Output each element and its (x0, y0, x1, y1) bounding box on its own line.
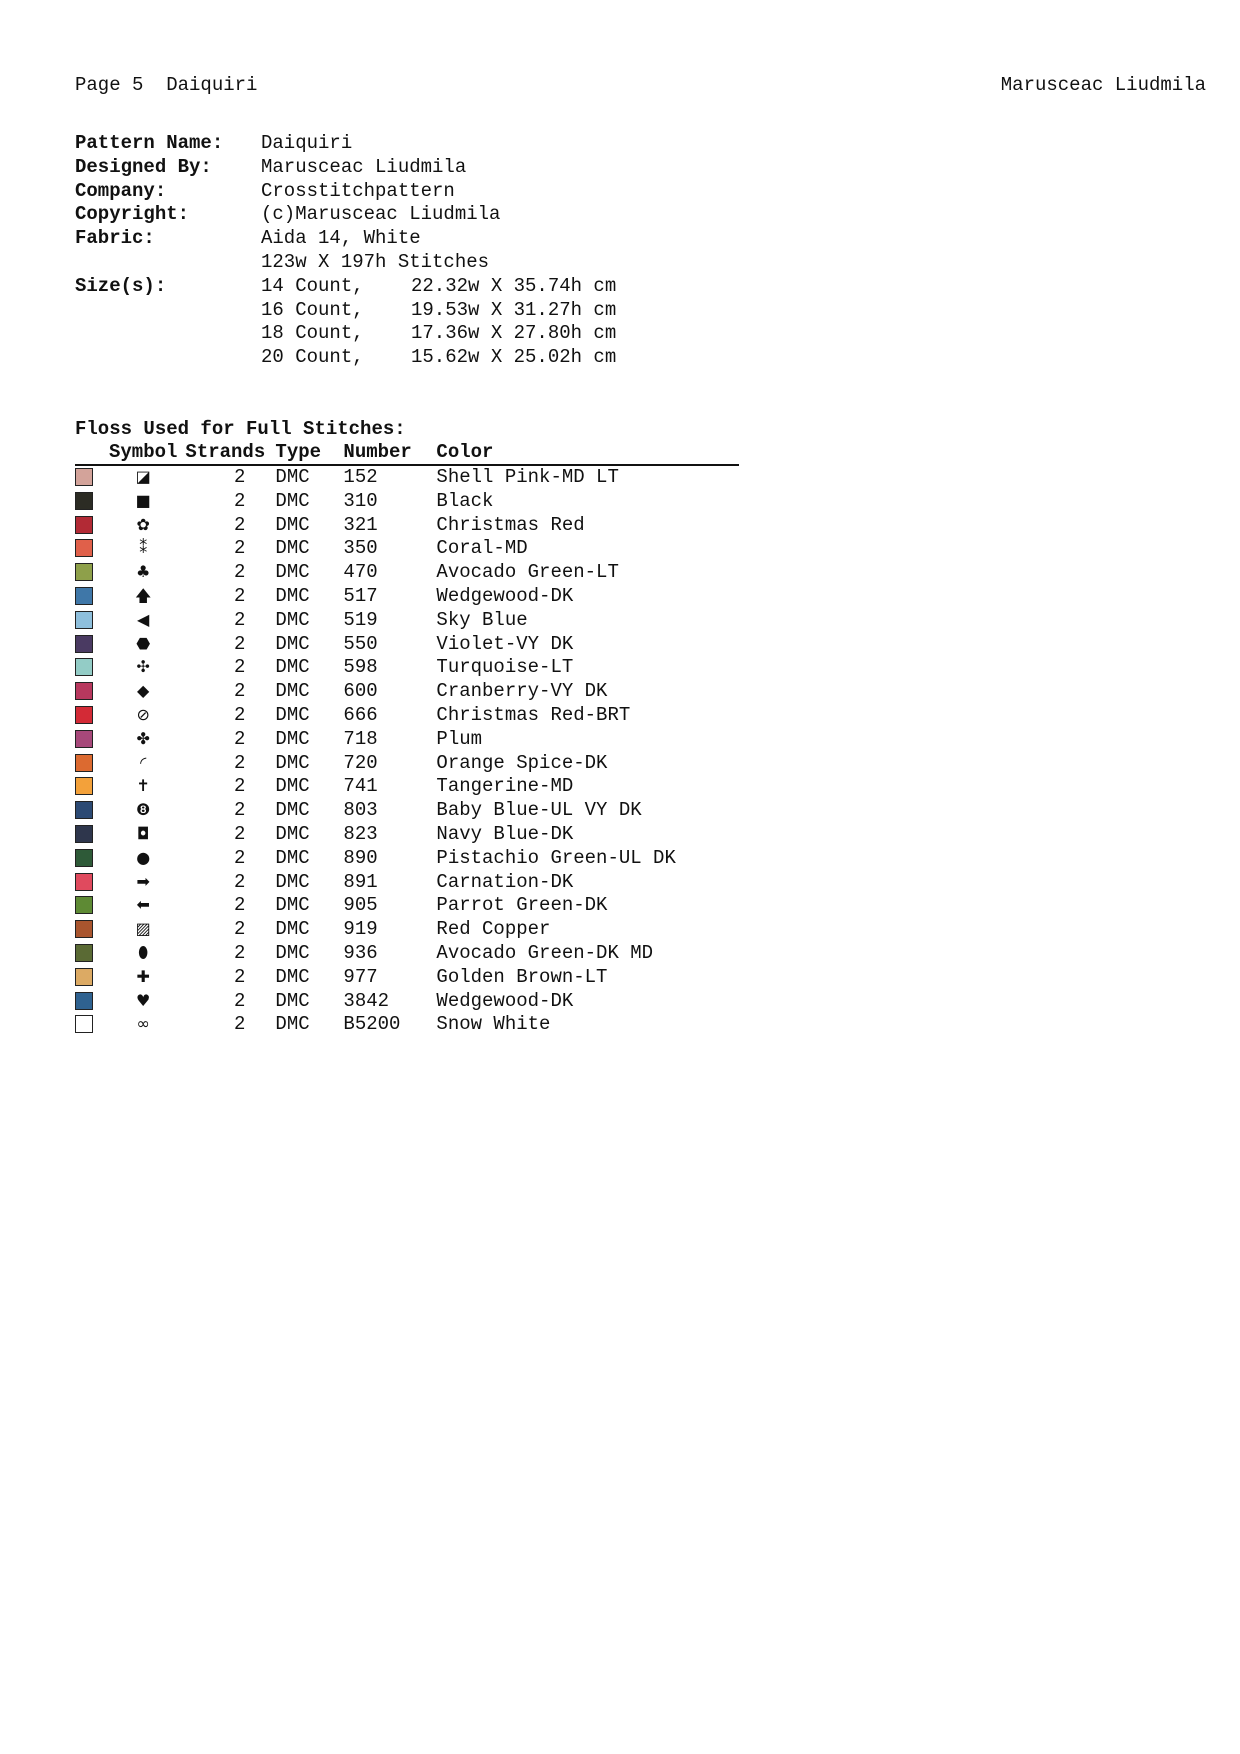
color-swatch (75, 777, 93, 795)
stitch-symbol-icon: ✝ (136, 776, 150, 796)
number-cell: 890 (343, 846, 378, 869)
size-count: 20 Count, (261, 346, 364, 369)
type-cell: DMC (275, 965, 310, 988)
number-cell: 919 (343, 918, 378, 941)
color-swatch (75, 968, 93, 986)
color-name-cell: Christmas Red (436, 513, 585, 536)
stitch-symbol-icon: ✿ (136, 514, 150, 534)
strands-cell: 2 (234, 656, 246, 679)
floss-row (75, 823, 739, 847)
color-swatch (75, 587, 93, 605)
fabric-row (75, 227, 616, 251)
color-name-cell: Wedgewood-DK (436, 989, 574, 1012)
stitch-symbol-icon: ⬮ (138, 942, 149, 962)
strands-cell: 2 (234, 775, 246, 798)
color-name-cell: Tangerine-MD (436, 775, 574, 798)
company-row (75, 180, 616, 204)
number-cell: 350 (343, 537, 378, 560)
color-name-cell: Parrot Green-DK (436, 894, 608, 917)
number-cell: 600 (343, 680, 378, 703)
strands-cell: 2 (234, 513, 246, 536)
number-cell: 519 (343, 608, 378, 631)
color-name-cell: Wedgewood-DK (436, 584, 574, 607)
stitch-symbol-icon: ⊘ (136, 704, 150, 724)
copyright-row (75, 203, 616, 227)
type-cell: DMC (275, 537, 310, 560)
strands-cell: 2 (234, 1013, 246, 1036)
type-cell: DMC (275, 989, 310, 1012)
floss-row (75, 847, 739, 871)
strands-cell: 2 (234, 466, 246, 488)
color-name-cell: Baby Blue-UL VY DK (436, 799, 642, 822)
strands-cell: 2 (234, 561, 246, 584)
number-cell: 803 (343, 799, 378, 822)
color-name-cell: Golden Brown-LT (436, 965, 608, 988)
floss-row (75, 942, 739, 966)
pattern-info (75, 132, 616, 370)
stitch-symbol-icon: ◀ (137, 609, 150, 629)
strands-cell: 2 (234, 537, 246, 560)
color-name-cell: Christmas Red-BRT (436, 703, 631, 726)
size-dims: 19.53w X 31.27h cm (411, 298, 617, 321)
type-cell: DMC (275, 870, 310, 893)
stitch-symbol-icon: ▨ (135, 919, 151, 939)
floss-row (75, 561, 739, 585)
color-swatch (75, 516, 93, 534)
type-cell: DMC (275, 822, 310, 845)
color-name-cell: Snow White (436, 1013, 551, 1036)
strands-cell: 2 (234, 846, 246, 869)
type-cell: DMC (275, 775, 310, 798)
floss-row (75, 680, 739, 704)
floss-row (75, 1013, 739, 1037)
floss-row (75, 609, 739, 633)
color-name-cell: Turquoise-LT (436, 656, 574, 679)
size-row (75, 275, 616, 299)
strands-cell: 2 (234, 489, 246, 512)
stitches-row (75, 251, 616, 275)
type-cell: DMC (275, 918, 310, 941)
copyright-label: Copyright: (75, 203, 190, 226)
number-cell: 891 (343, 870, 378, 893)
stitches-value: 123w X 197h Stitches (261, 250, 490, 273)
color-swatch (75, 492, 93, 510)
strands-cell: 2 (234, 894, 246, 917)
strands-cell: 2 (234, 965, 246, 988)
floss-row (75, 728, 739, 752)
stitch-symbol-icon: ◪ (135, 466, 151, 486)
number-cell: 977 (343, 965, 378, 988)
color-swatch (75, 992, 93, 1010)
strands-cell: 2 (234, 989, 246, 1012)
color-swatch (75, 873, 93, 891)
type-cell: DMC (275, 466, 310, 488)
number-cell: 321 (343, 513, 378, 536)
color-name-cell: Shell Pink-MD LT (436, 466, 619, 488)
color-swatch (75, 682, 93, 700)
designed-by-row (75, 156, 616, 180)
stitch-symbol-icon: ◜ (140, 752, 147, 772)
color-swatch (75, 801, 93, 819)
color-name-cell: Violet-VY DK (436, 632, 574, 655)
designed-by-value: Marusceac Liudmila (261, 155, 467, 178)
size-count: 14 Count, (261, 274, 364, 297)
color-name-cell: Cranberry-VY DK (436, 680, 608, 703)
floss-row (75, 799, 739, 823)
floss-row (75, 918, 739, 942)
stitch-symbol-icon: ⬅ (136, 895, 150, 915)
col-number-header: Number (343, 441, 436, 465)
color-swatch (75, 658, 93, 676)
number-cell: 3842 (343, 989, 390, 1012)
number-cell: 741 (343, 775, 378, 798)
stitch-symbol-icon: ✣ (136, 657, 150, 677)
company-value: Crosstitchpattern (261, 179, 455, 202)
floss-row (75, 990, 739, 1014)
number-cell: 936 (343, 941, 378, 964)
col-strands-header: Strands (177, 441, 275, 465)
col-type-header: Type (275, 441, 343, 465)
strands-cell: 2 (234, 870, 246, 893)
page-header-designer: Marusceac Liudmila (1000, 74, 1206, 96)
color-name-cell: Pistachio Green-UL DK (436, 846, 676, 869)
color-name-cell: Orange Spice-DK (436, 751, 608, 774)
col-color-header: Color (436, 441, 739, 465)
copyright-value: (c)Marusceac Liudmila (261, 203, 501, 226)
type-cell: DMC (275, 894, 310, 917)
type-cell: DMC (275, 846, 310, 869)
number-cell: 720 (343, 751, 378, 774)
color-name-cell: Coral-MD (436, 537, 528, 560)
color-swatch (75, 849, 93, 867)
floss-row (75, 871, 739, 895)
number-cell: 823 (343, 822, 378, 845)
type-cell: DMC (275, 727, 310, 750)
type-cell: DMC (275, 703, 310, 726)
number-cell: 517 (343, 584, 378, 607)
fabric-label: Fabric: (75, 227, 155, 250)
type-cell: DMC (275, 608, 310, 631)
floss-row (75, 465, 739, 490)
number-cell: 310 (343, 489, 378, 512)
stitch-symbol-icon: ♥ (136, 990, 151, 1010)
size-row (75, 299, 616, 323)
floss-row (75, 585, 739, 609)
color-swatch (75, 1015, 93, 1033)
designed-by-label: Designed By: (75, 155, 212, 178)
col-symbol-header: Symbol (109, 441, 178, 463)
stitch-symbol-icon: ∞ (136, 1014, 150, 1034)
floss-table-header (75, 441, 739, 465)
stitch-symbol-icon: ✚ (136, 966, 150, 986)
strands-cell: 2 (234, 799, 246, 822)
color-name-cell: Red Copper (436, 918, 551, 941)
type-cell: DMC (275, 680, 310, 703)
type-cell: DMC (275, 561, 310, 584)
floss-row (75, 514, 739, 538)
color-swatch (75, 754, 93, 772)
stitch-symbol-icon: ➡ (136, 871, 150, 891)
strands-cell: 2 (234, 822, 246, 845)
sizes-label: Size(s): (75, 274, 167, 297)
type-cell: DMC (275, 799, 310, 822)
floss-row (75, 633, 739, 657)
color-name-cell: Avocado Green-DK MD (436, 941, 654, 964)
stitch-symbol-icon: ◘ (136, 823, 150, 843)
color-swatch (75, 944, 93, 962)
pattern-name-label: Pattern Name: (75, 132, 224, 154)
number-cell: 470 (343, 561, 378, 584)
color-swatch (75, 896, 93, 914)
floss-row (75, 704, 739, 728)
color-swatch (75, 706, 93, 724)
color-swatch (75, 539, 93, 557)
strands-cell: 2 (234, 703, 246, 726)
color-name-cell: Black (436, 489, 494, 512)
type-cell: DMC (275, 941, 310, 964)
size-count: 18 Count, (261, 322, 364, 345)
floss-row (75, 656, 739, 680)
fabric-value: Aida 14, White (261, 227, 421, 250)
color-name-cell: Plum (436, 727, 483, 750)
strands-cell: 2 (234, 941, 246, 964)
stitch-symbol-icon: 🡅 (134, 585, 152, 605)
stitch-symbol-icon: ◆ (137, 681, 150, 701)
color-name-cell: Avocado Green-LT (436, 561, 619, 584)
color-name-cell: Carnation-DK (436, 870, 574, 893)
number-cell: 550 (343, 632, 378, 655)
color-swatch (75, 730, 93, 748)
floss-row (75, 752, 739, 776)
size-count: 16 Count, (261, 298, 364, 321)
strands-cell: 2 (234, 584, 246, 607)
type-cell: DMC (275, 584, 310, 607)
size-dims: 17.36w X 27.80h cm (411, 322, 617, 345)
stitch-symbol-icon: ❽ (136, 800, 151, 820)
pattern-name-value: Daiquiri (261, 132, 353, 154)
stitch-symbol-icon: ⬣ (136, 633, 151, 653)
floss-table-body (75, 465, 739, 1037)
number-cell: 905 (343, 894, 378, 917)
size-dims: 22.32w X 35.74h cm (411, 274, 617, 297)
floss-row (75, 490, 739, 514)
stitch-symbol-icon: ● (136, 847, 151, 867)
stitch-symbol-icon: ♣ (136, 562, 151, 582)
type-cell: DMC (275, 489, 310, 512)
color-swatch (75, 611, 93, 629)
number-cell: 152 (343, 466, 378, 488)
number-cell: 666 (343, 703, 378, 726)
strands-cell: 2 (234, 751, 246, 774)
floss-table (75, 441, 739, 1037)
number-cell: 718 (343, 727, 378, 750)
strands-cell: 2 (234, 680, 246, 703)
page-header-left: Page 5 Daiquiri (75, 74, 258, 96)
type-cell: DMC (275, 1013, 310, 1036)
stitch-symbol-icon: ⁑ (139, 538, 148, 558)
pattern-name-row (75, 132, 616, 156)
color-name-cell: Navy Blue-DK (436, 822, 574, 845)
size-row (75, 346, 616, 370)
type-cell: DMC (275, 656, 310, 679)
company-label: Company: (75, 179, 167, 202)
color-swatch (75, 635, 93, 653)
type-cell: DMC (275, 751, 310, 774)
floss-row (75, 966, 739, 990)
stitch-symbol-icon: ■ (135, 490, 151, 510)
color-swatch (75, 563, 93, 581)
size-row (75, 322, 616, 346)
color-swatch (75, 825, 93, 843)
strands-cell: 2 (234, 918, 246, 941)
floss-row (75, 894, 739, 918)
color-name-cell: Sky Blue (436, 608, 528, 631)
floss-row (75, 775, 739, 799)
size-dims: 15.62w X 25.02h cm (411, 346, 617, 369)
number-cell: 598 (343, 656, 378, 679)
color-swatch (75, 468, 93, 486)
floss-section-title: Floss Used for Full Stitches: (75, 418, 406, 440)
type-cell: DMC (275, 513, 310, 536)
number-cell: B5200 (343, 1013, 401, 1036)
type-cell: DMC (275, 632, 310, 655)
color-swatch (75, 920, 93, 938)
stitch-symbol-icon: ✤ (136, 728, 150, 748)
strands-cell: 2 (234, 727, 246, 750)
strands-cell: 2 (234, 608, 246, 631)
floss-row (75, 537, 739, 561)
strands-cell: 2 (234, 632, 246, 655)
